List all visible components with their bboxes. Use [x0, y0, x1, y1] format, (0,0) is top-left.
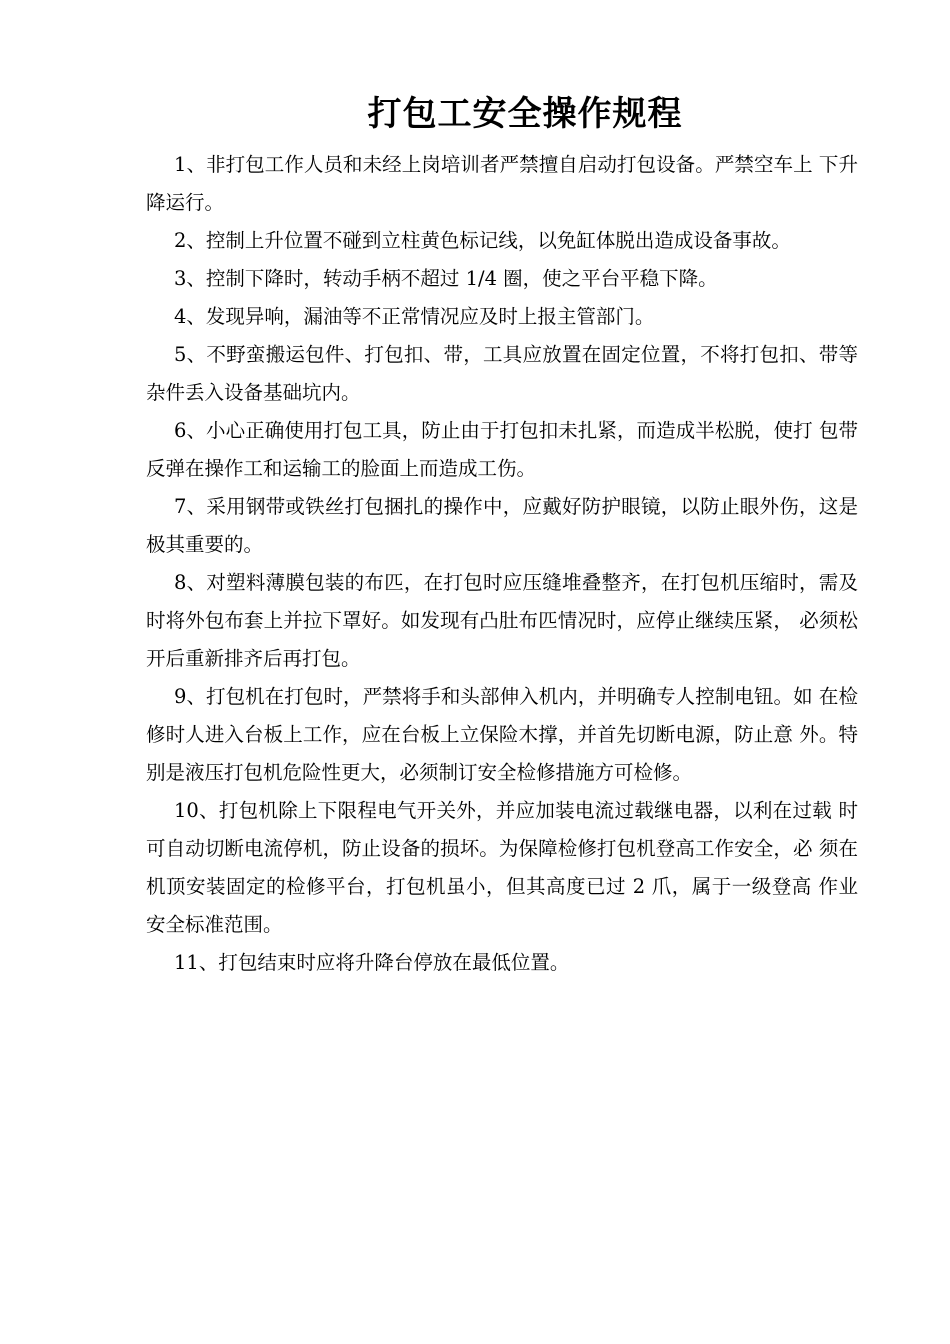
clause-6: 6、小心正确使用打包工具，防止由于打包扣未扎紧，而造成半松脱，使打 包带反弹在操作工和运输工的脸面上而造成工伤。 [146, 419, 858, 480]
clause-7: 7、采用钢带或铁丝打包捆扎的操作中，应戴好防护眼镜，以防止眼外伤，这是极其重要的。 [146, 495, 858, 556]
document-title: 打包工安全操作规程 [367, 94, 683, 134]
clause-10: 10、打包机除上下限程电气开关外，并应加装电流过载继电器，以利在过载 时可自动切断电流停机，防止设备的损坏。为保障检修打包机登高工作安全，必 须在机顶安装固定的检修平台，打包机虽小，但其高度已过 2 爪，属于一级登高 作业安全标准范围。 [146, 799, 858, 936]
clause-1: 1、非打包工作人员和未经上岗培训者严禁擅自启动打包设备。严禁空车上 下升降运行。 [146, 153, 858, 214]
clause-4: 4、发现异响，漏油等不正常情况应及时上报主管部门。 [174, 305, 655, 328]
clause-3: 3、控制下降时，转动手柄不超过 1/4 圈，使之平台平稳下降。 [174, 267, 718, 290]
clause-8: 8、对塑料薄膜包装的布匹，在打包时应压缝堆叠整齐，在打包机压缩时，需及时将外包布套上并拉下罩好。如发现有凸肚布匹情况时，应停止继续压紧， 必须松开后重新排齐后再打包。 [146, 571, 858, 670]
clause-2: 2、控制上升位置不碰到立柱黄色标记线，以免缸体脱出造成设备事故。 [174, 229, 791, 252]
clause-5: 5、不野蛮搬运包件、打包扣、带，工具应放置在固定位置，不将打包扣、带等杂件丢入设备基础坑内。 [146, 343, 858, 404]
clause-9: 9、打包机在打包时，严禁将手和头部伸入机内，并明确专人控制电钮。如 在检修时人进入台板上工作，应在台板上立保险木撑，并首先切断电源，防止意 外。特别是液压打包机危险性更大，必须制订安全检修措施方可检修。 [146, 685, 858, 784]
clause-11: 11、打包结束时应将升降台停放在最低位置。 [174, 951, 570, 974]
document-body [146, 146, 858, 982]
